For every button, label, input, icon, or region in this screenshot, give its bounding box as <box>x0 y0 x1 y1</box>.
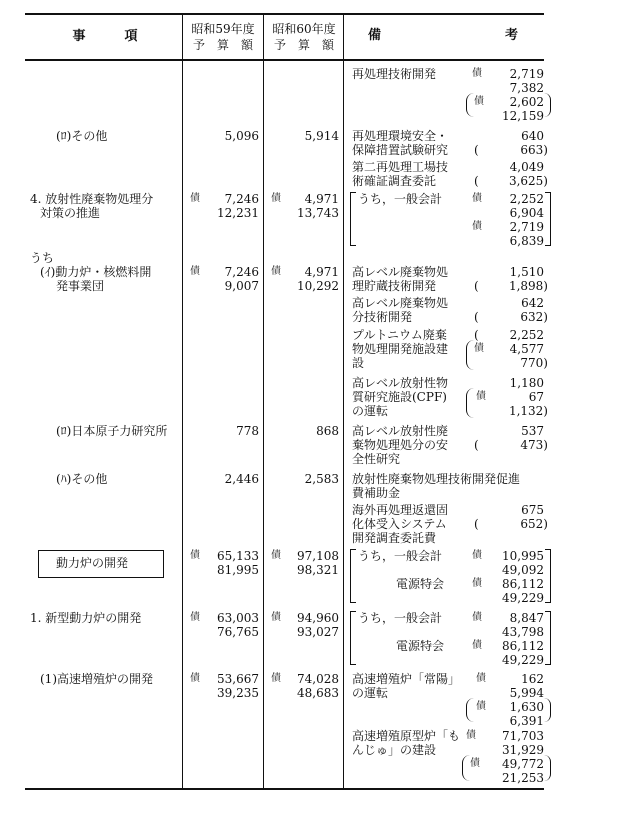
remark-amount: 8,847 <box>509 611 544 625</box>
remark-amount: 473) <box>520 438 548 452</box>
left-paren <box>466 388 475 418</box>
remark-text: 全性研究 <box>352 452 401 466</box>
remark-text: 高レベル廃棄物処 <box>352 265 449 279</box>
header-rule <box>25 59 544 61</box>
remark-text: 保障措置試験研究 <box>352 143 449 157</box>
bond-mark-icon: 債 <box>474 96 484 107</box>
item-label: (ﾛ)その他 <box>56 129 108 143</box>
fy60-amount: 4,971 <box>304 192 339 206</box>
bond-mark-icon: 債 <box>474 343 484 354</box>
header-fy60-line2: 予 算 額 <box>273 38 334 52</box>
remark-amount: 162 <box>521 672 544 686</box>
fy60-amount: 4,971 <box>304 265 339 279</box>
remark-text: 理貯蔵技術開発 <box>352 279 437 293</box>
fy59-amount: 53,667 <box>217 672 259 686</box>
bottom-rule <box>25 788 544 790</box>
bond-mark-icon: 債 <box>472 578 482 589</box>
fy59-amount: 778 <box>236 424 259 438</box>
remark-amount: 49,229 <box>502 591 544 605</box>
bond-mark-icon: 債 <box>190 612 200 623</box>
header-remarks-a: 備 <box>368 28 382 43</box>
fy60-amount: 13,743 <box>297 206 339 220</box>
remark-text: 第二再処理工場技 <box>352 160 449 174</box>
open-paren: ( <box>474 143 479 157</box>
fy59-amount: 39,235 <box>217 686 259 700</box>
bond-mark-icon: 債 <box>472 193 482 204</box>
remark-text: 電源特会 <box>396 639 445 653</box>
remark-text: 開発調査委託費 <box>352 531 437 545</box>
section-heading: 動力炉の開発 <box>56 556 129 570</box>
remark-amount: 5,994 <box>509 686 544 700</box>
item-label: 対策の推進 <box>40 206 101 220</box>
remark-amount: 4,577 <box>509 342 544 356</box>
fy60-amount: 97,108 <box>297 549 339 563</box>
right-bracket <box>545 549 551 603</box>
bond-mark-icon: 債 <box>472 221 482 232</box>
fy60-amount: 48,683 <box>297 686 339 700</box>
col-divider-3 <box>343 14 344 788</box>
col-divider-2 <box>263 14 264 788</box>
remark-text: うち，一般会計 <box>358 549 443 563</box>
item-label: 発事業団 <box>56 279 105 293</box>
remark-amount: 1,898) <box>508 279 548 293</box>
bond-mark-icon: 債 <box>472 640 482 651</box>
bond-mark-icon: 債 <box>271 612 281 623</box>
bond-mark-icon: 債 <box>472 550 482 561</box>
open-paren: ( <box>474 328 479 342</box>
fy60-amount: 2,583 <box>304 472 339 486</box>
fy60-amount: 93,027 <box>297 625 339 639</box>
bond-mark-icon: 債 <box>476 673 486 684</box>
remark-text: 分技術開発 <box>352 310 413 324</box>
open-paren: ( <box>474 174 479 188</box>
fy59-amount: 9,007 <box>224 279 259 293</box>
bond-mark-icon: 債 <box>470 758 480 769</box>
remark-amount: 10,995 <box>502 549 544 563</box>
remark-text: 棄物処理処分の安 <box>352 438 449 452</box>
fy59-amount: 5,096 <box>224 129 259 143</box>
remark-text: 電源特会 <box>396 577 445 591</box>
top-rule <box>25 13 544 15</box>
remark-text: んじゅ」の建設 <box>352 743 437 757</box>
fy59-amount: 2,446 <box>224 472 259 486</box>
fy59-amount: 65,133 <box>217 549 259 563</box>
right-bracket <box>545 192 551 246</box>
item-label: (ｲ)動力炉・核燃料開 <box>40 265 152 279</box>
remark-text: 高レベル放射性廃 <box>352 424 449 438</box>
remark-text: 高レベル廃棄物処 <box>352 296 449 310</box>
right-bracket <box>545 611 551 665</box>
remark-amount: 2,252 <box>509 328 544 342</box>
remark-amount: 21,253 <box>502 771 544 785</box>
right-paren <box>544 93 551 117</box>
remark-text: 化体受入システム <box>352 517 447 531</box>
remark-text: 海外再処理返還固 <box>352 503 449 517</box>
fy59-amount: 81,995 <box>217 563 259 577</box>
remark-amount: 86,112 <box>502 577 544 591</box>
remark-amount: 86,112 <box>502 639 544 653</box>
bond-mark-icon: 債 <box>476 701 486 712</box>
remark-text: うち，一般会計 <box>358 611 443 625</box>
bond-mark-icon: 債 <box>190 550 200 561</box>
fy60-amount: 10,292 <box>297 279 339 293</box>
remark-amount: 2,719 <box>509 67 544 81</box>
bond-mark-icon: 債 <box>190 266 200 277</box>
header-remarks-b: 考 <box>505 28 519 43</box>
remark-amount: 3,625) <box>508 174 548 188</box>
remark-amount: 6,839 <box>509 234 544 248</box>
remark-amount: 49,229 <box>502 653 544 667</box>
open-paren: ( <box>474 310 479 324</box>
remark-amount: 43,798 <box>502 625 544 639</box>
remark-amount: 2,252 <box>509 192 544 206</box>
remark-amount: 49,772 <box>502 757 544 771</box>
bond-mark-icon: 債 <box>472 612 482 623</box>
fy60-amount: 5,914 <box>304 129 339 143</box>
item-label: 1. 新型動力炉の開発 <box>30 611 142 625</box>
bond-mark-icon: 債 <box>271 266 281 277</box>
open-paren: ( <box>474 517 479 531</box>
item-label: 4. 放射性廃棄物処理分 <box>30 192 154 206</box>
remark-text: の運転 <box>352 404 389 418</box>
header-fy60-line1: 昭和60年度 <box>272 22 336 36</box>
open-paren: ( <box>474 279 479 293</box>
item-label: (ﾛ)日本原子力研究所 <box>56 424 168 438</box>
bond-mark-icon: 債 <box>476 391 486 402</box>
bond-mark-icon: 債 <box>271 673 281 684</box>
right-paren <box>544 698 551 722</box>
fy59-amount: 12,231 <box>217 206 259 220</box>
remark-text: 再処理技術開発 <box>352 67 437 81</box>
remark-text: 設 <box>352 356 365 370</box>
fy59-amount: 7,246 <box>224 192 259 206</box>
remark-text: 術確証調査委託 <box>352 174 437 188</box>
remark-amount: 71,703 <box>502 729 544 743</box>
header-fy59-line2: 予 算 額 <box>192 38 253 52</box>
remark-amount: 640 <box>521 129 544 143</box>
remark-amount: 67 <box>528 390 544 404</box>
left-paren <box>466 698 475 722</box>
fy60-amount: 74,028 <box>297 672 339 686</box>
remark-amount: 2,602 <box>509 95 544 109</box>
remark-text: 費補助金 <box>352 486 401 500</box>
item-label: (1)高速増殖炉の開発 <box>40 672 153 686</box>
remark-amount: 4,049 <box>509 160 544 174</box>
bond-mark-icon: 債 <box>271 550 281 561</box>
item-label: うち <box>30 251 55 265</box>
fy59-amount: 63,003 <box>217 611 259 625</box>
item-label: (ﾊ)その他 <box>56 472 108 486</box>
remark-amount: 1,180 <box>509 376 544 390</box>
fy60-amount: 94,960 <box>297 611 339 625</box>
left-bracket <box>350 192 356 246</box>
remark-amount: 31,929 <box>502 743 544 757</box>
remark-amount: 2,719 <box>509 220 544 234</box>
remark-amount: 12,159 <box>502 109 544 123</box>
remark-amount: 770) <box>520 356 548 370</box>
remark-text: 放射性廃棄物処理技術開発促進 <box>352 472 521 486</box>
fy59-amount: 76,765 <box>217 625 259 639</box>
remark-text: プルトニウム廃棄 <box>352 328 447 342</box>
bond-mark-icon: 債 <box>190 193 200 204</box>
remark-amount: 652) <box>520 517 548 531</box>
fy59-amount: 7,246 <box>224 265 259 279</box>
remark-amount: 6,391 <box>509 714 544 728</box>
remark-amount: 632) <box>520 310 548 324</box>
col-divider-1 <box>182 14 183 788</box>
remark-amount: 49,092 <box>502 563 544 577</box>
right-paren <box>544 755 551 781</box>
remark-text: 高速増殖炉「常陽」 <box>352 672 461 686</box>
remark-amount: 7,382 <box>509 81 544 95</box>
remark-amount: 1,630 <box>509 700 544 714</box>
remark-text: 再処理環境安全・ <box>352 129 449 143</box>
remark-text: 質研究施設(CPF) <box>352 390 447 404</box>
remark-amount: 675 <box>521 503 544 517</box>
remark-text: 物処理開発施設建 <box>352 342 449 356</box>
left-bracket <box>350 549 356 603</box>
remark-amount: 6,904 <box>509 206 544 220</box>
remark-amount: 1,132) <box>508 404 548 418</box>
remark-text: うち，一般会計 <box>358 192 443 206</box>
remark-amount: 642 <box>521 296 544 310</box>
bond-mark-icon: 債 <box>190 673 200 684</box>
fy60-amount: 868 <box>316 424 339 438</box>
remark-text: の運転 <box>352 686 389 700</box>
remark-amount: 1,510 <box>509 265 544 279</box>
bond-mark-icon: 債 <box>472 68 482 79</box>
remark-amount: 663) <box>520 143 548 157</box>
header-fy59-line1: 昭和59年度 <box>191 22 255 36</box>
fy60-amount: 98,321 <box>297 563 339 577</box>
bond-mark-icon: 債 <box>466 730 476 741</box>
bond-mark-icon: 債 <box>271 193 281 204</box>
remark-text: 高速増殖原型炉「も <box>352 729 461 743</box>
left-bracket <box>350 611 356 665</box>
remark-text: 高レベル放射性物 <box>352 376 449 390</box>
header-item: 事 項 <box>72 29 138 44</box>
open-paren: ( <box>474 438 479 452</box>
remark-amount: 537 <box>521 424 544 438</box>
